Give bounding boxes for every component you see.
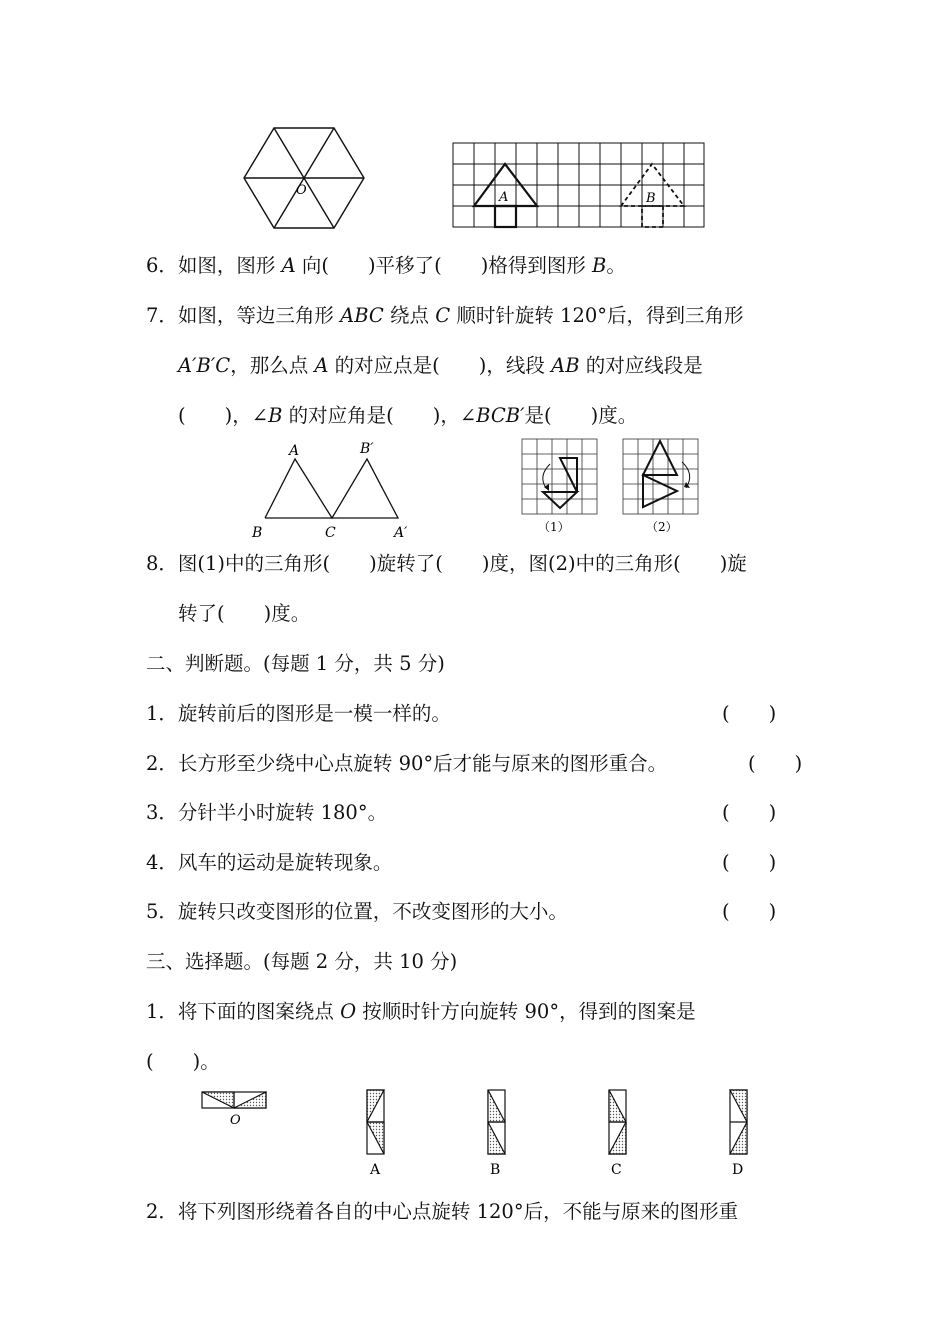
section-2-title: 二、判断题。(每题 1 分，共 5 分) xyxy=(146,652,445,675)
label-a: A xyxy=(289,443,300,459)
choice-q1-line-2: ( )。 xyxy=(146,1050,220,1073)
judge-item-5: 5．旋转只改变图形的位置，不改变图形的大小。 xyxy=(146,900,568,923)
choice-q2-line-1: 2．将下列图形绕着各自的中心点旋转 120°后，不能与原来的图形重 xyxy=(146,1200,739,1223)
pattern-center-label: O xyxy=(230,1113,241,1128)
rotation-grid-1 xyxy=(522,439,597,514)
grid-caption-1: （1） xyxy=(538,520,570,534)
grid-caption-2: （2） xyxy=(646,520,678,534)
judge-paren-1: ( ) xyxy=(722,702,777,725)
option-b-label: B xyxy=(490,1162,501,1178)
shape-a-label: A xyxy=(499,190,509,205)
judge-paren-5: ( ) xyxy=(722,900,777,923)
option-a-pattern xyxy=(367,1090,384,1154)
label-a-prime: A′ xyxy=(394,525,408,541)
judge-item-3: 3．分针半小时旋转 180°。 xyxy=(146,801,388,824)
section-3-title: 三、选择题。(每题 2 分，共 10 分) xyxy=(146,950,458,973)
label-b-prime: B′ xyxy=(360,441,374,457)
question-6: 6．如图，图形 A 向( )平移了( )格得到图形 B。 xyxy=(146,254,626,277)
hexagon-center-label: O xyxy=(296,183,307,198)
rotation-shape-2 xyxy=(643,441,677,507)
shape-b-label: B xyxy=(646,191,656,206)
triangles-figure xyxy=(265,459,398,518)
judge-paren-2: ( ) xyxy=(748,752,803,775)
question-7-line-2: A′B′C，那么点 A 的对应点是( )，线段 AB 的对应线段是 xyxy=(178,354,703,377)
rotation-grid-2 xyxy=(623,439,698,514)
option-c-label: C xyxy=(611,1162,622,1178)
option-d-pattern xyxy=(730,1090,747,1154)
judge-paren-4: ( ) xyxy=(722,851,777,874)
question-8-line-2: 转了( )度。 xyxy=(178,602,311,625)
judge-item-2: 2．长方形至少绕中心点旋转 90°后才能与原来的图形重合。 xyxy=(146,752,668,775)
choice-q1-line-1: 1．将下面的图案绕点 O 按顺时针方向旋转 90°，得到的图案是 xyxy=(146,1000,696,1023)
question-7-line-1: 7．如图，等边三角形 ABC 绕点 C 顺时针旋转 120°后，得到三角形 xyxy=(146,304,744,327)
judge-paren-3: ( ) xyxy=(722,801,777,824)
label-c: C xyxy=(325,525,336,541)
option-c-pattern xyxy=(609,1090,626,1154)
hexagon xyxy=(244,128,364,228)
option-b-pattern xyxy=(488,1090,505,1154)
question-8-line-1: 8．图(1)中的三角形( )旋转了( )度，图(2)中的三角形( )旋 xyxy=(146,552,747,575)
judge-item-1: 1．旋转前后的图形是一模一样的。 xyxy=(146,702,451,725)
question-7-line-3: ( )，∠B 的对应角是( )，∠BCB′是( )度。 xyxy=(178,404,638,427)
pattern-original xyxy=(202,1092,266,1108)
judge-item-4: 4．风车的运动是旋转现象。 xyxy=(146,851,393,874)
option-d-label: D xyxy=(732,1162,744,1178)
option-a-label: A xyxy=(370,1162,381,1178)
label-b: B xyxy=(252,525,263,541)
